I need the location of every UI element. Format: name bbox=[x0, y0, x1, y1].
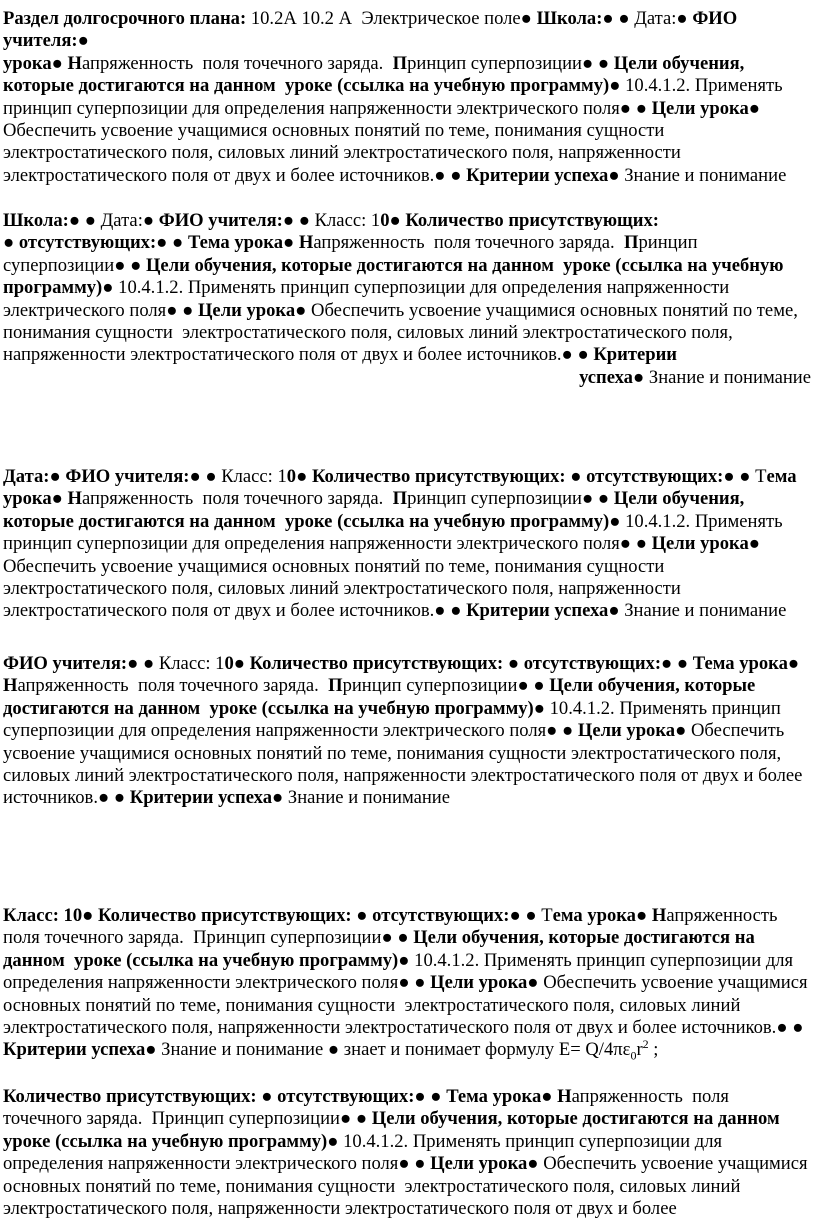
text: 10.4.1.2. Применять принцип суперпозиции для определения напряженности электрического поля● bbox=[3, 510, 788, 555]
plan-block bbox=[3, 466, 811, 623]
bold-text: Школа:● bbox=[3, 210, 85, 231]
bold-text: П bbox=[392, 488, 408, 510]
bold-text: 0● Количество присутствующих: bbox=[224, 653, 508, 674]
text: 10.4.1.2. Применять принцип суперпозиции для определения напряженности электрического поля● bbox=[3, 75, 788, 119]
bold-text: урока● Н bbox=[3, 52, 83, 74]
text: r bbox=[636, 1039, 643, 1061]
bold-text: Класс: 10● Количество присутствующих: bbox=[3, 905, 357, 926]
bold-text: отсутствующих:● bbox=[586, 466, 740, 487]
bold-text: ема урока● Н bbox=[552, 905, 667, 926]
bold-text: успеха● bbox=[579, 366, 649, 388]
text: ● Т bbox=[739, 466, 767, 487]
formula-subscript: 0 bbox=[630, 1049, 637, 1064]
text: апряженность поля точечного заряда. Принцип суперпозиции● bbox=[3, 1086, 734, 1130]
bold-text: ● Критерии успеха● bbox=[113, 787, 288, 809]
bold-text: ● Критерии успеха● bbox=[3, 1017, 809, 1061]
bold-text: Раздел долгосрочного плана: bbox=[3, 8, 251, 29]
plan-block bbox=[3, 1086, 811, 1220]
bold-text: ФИО учителя:● bbox=[3, 653, 143, 674]
text: ринцип суперпозиции● bbox=[342, 675, 534, 697]
bold-text: Тема урока● Н bbox=[3, 653, 804, 697]
text: апряженность поля точечного заряда. bbox=[82, 52, 393, 74]
bold-text: ● Цели обучения, которые достигаются на данном уроке (ссылка на учебную программу)● bbox=[3, 1108, 785, 1152]
text: ринцип суперпозиции● bbox=[3, 232, 703, 276]
bold-text: ● Цели урока● bbox=[414, 972, 544, 994]
bold-text: ФИО учителя:● bbox=[3, 8, 742, 52]
formula-superscript: 2 bbox=[642, 1037, 649, 1052]
text: ● bbox=[676, 653, 693, 674]
bold-text: Школа:● bbox=[536, 8, 619, 29]
bold-text: отсутствующих:● bbox=[277, 1086, 431, 1107]
bold-text: Тема урока● Н bbox=[187, 232, 314, 254]
text: апряженность поля точечного заряда. bbox=[313, 232, 624, 254]
text: ● Класс: 1 bbox=[143, 653, 225, 674]
bold-text: Дата:● bbox=[3, 466, 66, 487]
text: ● bbox=[261, 1086, 278, 1107]
text: апряженность поля точечного заряда. Принцип суперпозиции● bbox=[3, 905, 783, 949]
text: Знание и понимание bbox=[624, 164, 787, 186]
bold-text: ● Критерии bbox=[577, 344, 678, 366]
text: ● bbox=[507, 653, 524, 674]
text: Знание и понимание bbox=[624, 600, 787, 622]
bold-text: ● Критерии успеха● bbox=[450, 600, 625, 622]
text: ; bbox=[648, 1039, 659, 1061]
text: Обеспечить усвоение учащимися основных понятий по теме, понимания сущности электростатического поля, силовых линий электростатического поля, напряженности электростатического поля от двух и более bbox=[3, 1153, 813, 1220]
bold-text: ● Цели урока● bbox=[182, 299, 312, 321]
plan-block bbox=[3, 8, 811, 187]
bold-text: отсутствующих:● bbox=[523, 653, 677, 674]
bold-text: ● Цели урока● bbox=[562, 720, 691, 742]
text: 10.4.1.2. Применять принцип суперпозиции для определения напряженности электрического поля● bbox=[3, 697, 786, 742]
text: 10.4.1.2. Применять принцип суперпозиции для определения напряженности электрического поля● bbox=[3, 949, 798, 994]
bold-text: ● Цели обучения, которые достигаются на данном уроке (ссылка на учебную программу)● bbox=[3, 927, 760, 971]
bold-text: ● Цели урока● bbox=[635, 97, 765, 119]
text: Знание и понимание bbox=[287, 787, 451, 809]
text: ● Т bbox=[525, 905, 553, 926]
text: Обеспечить усвоение учащимися основных понятий по теме, понимания сущности электростатического поля, силовых линий электростатического поля, напряженности электростатического поля от двух и более источников.● bbox=[3, 972, 813, 1039]
bold-text: ФИО учителя:● bbox=[158, 210, 299, 231]
text: Знание и понимание ● знает и понимает формулу Е= Q/4πε bbox=[161, 1039, 631, 1061]
text: ● Класс: 1 bbox=[205, 466, 287, 487]
plan-block bbox=[3, 653, 811, 810]
text: апряженность поля точечного заряда. bbox=[17, 675, 329, 697]
bold-text: ● Цели обучения, которые достигаются на данном уроке (ссылка на учебную программу)● bbox=[3, 675, 760, 719]
text: ● bbox=[430, 1086, 447, 1107]
text: ● Дата:● bbox=[618, 8, 693, 29]
bold-text: ема урока● Н bbox=[3, 466, 802, 510]
bold-text: П bbox=[328, 675, 343, 697]
bold-text: ● Цели обучения, которые достигаются на данном уроке (ссылка на учебную программу)● bbox=[3, 52, 749, 97]
text: Знание и понимание bbox=[648, 366, 811, 388]
text: Обеспечить усвоение учащимися основных понятий по теме, понимания сущности электростатического поля, силовых линий электростатического поля, напряженности электростатического поля от двух и более источников.● bbox=[3, 720, 808, 809]
bold-text: ● Критерии успеха● bbox=[450, 164, 625, 186]
text: ● Класс: 1 bbox=[298, 210, 381, 231]
plan-block bbox=[3, 905, 811, 1062]
text: 10.4.1.2. Применять принцип суперпозиции для определения напряженности электрического поля● bbox=[3, 277, 734, 321]
bold-text: П bbox=[392, 52, 408, 74]
bold-text: ФИО учителя:● bbox=[65, 466, 206, 487]
text: ринцип суперпозиции● bbox=[407, 52, 598, 74]
text: Обеспечить усвоение учащимися основных понятий по теме, понимания сущности электростатического поля, силовых линий электростатического поля, напряженности электростатического поля от двух и более источников.● bbox=[3, 555, 686, 622]
text: Обеспечить усвоение учащимися основных понятий по теме, понимания сущности электростатического поля, силовых линий электростатического поля, напряженности электростатического поля от двух и более источников.● bbox=[3, 299, 803, 366]
bold-text: 0● Количество присутствующих: bbox=[286, 466, 571, 487]
bold-text: ● отсутствующих:● bbox=[3, 232, 173, 254]
bold-text: ● Цели урока● bbox=[635, 533, 765, 555]
bold-text: ● Цели урока● bbox=[414, 1153, 544, 1175]
text: Обеспечить усвоение учащимися основных понятий по теме, понимания сущности электростатического поля, силовых линий электростатического поля, напряженности электростатического поля от двух и более источников.● bbox=[3, 120, 686, 186]
bold-text: Тема урока● Н bbox=[446, 1086, 572, 1107]
text: ● bbox=[570, 466, 587, 487]
text: ● bbox=[356, 905, 373, 926]
text: апряженность поля точечного заряда. bbox=[82, 488, 393, 510]
bold-text: отсутствующих:● bbox=[372, 905, 526, 926]
text: ● Дата:● bbox=[84, 210, 159, 231]
bold-text: Количество присутствующих: bbox=[3, 1086, 262, 1107]
text: ● bbox=[172, 232, 188, 254]
right-aligned-line bbox=[3, 367, 811, 389]
bold-text: ● Цели обучения, которые достигаются на данном уроке (ссылка на учебную программу)● bbox=[3, 254, 789, 299]
bold-text: 0● Количество присутствующих: bbox=[380, 210, 659, 231]
bold-text: ● Цели обучения, которые достигаются на данном уроке (ссылка на учебную программу)● bbox=[3, 488, 749, 532]
text: ринцип суперпозиции● bbox=[407, 488, 598, 510]
plan-block bbox=[3, 210, 811, 389]
text: 10.4.1.2. Применять принцип суперпозиции для определения напряженности электрического поля● bbox=[3, 1130, 727, 1175]
bold-text: П bbox=[624, 232, 639, 254]
text: 10.2А 10.2 А Электрическое поле● bbox=[250, 8, 537, 29]
